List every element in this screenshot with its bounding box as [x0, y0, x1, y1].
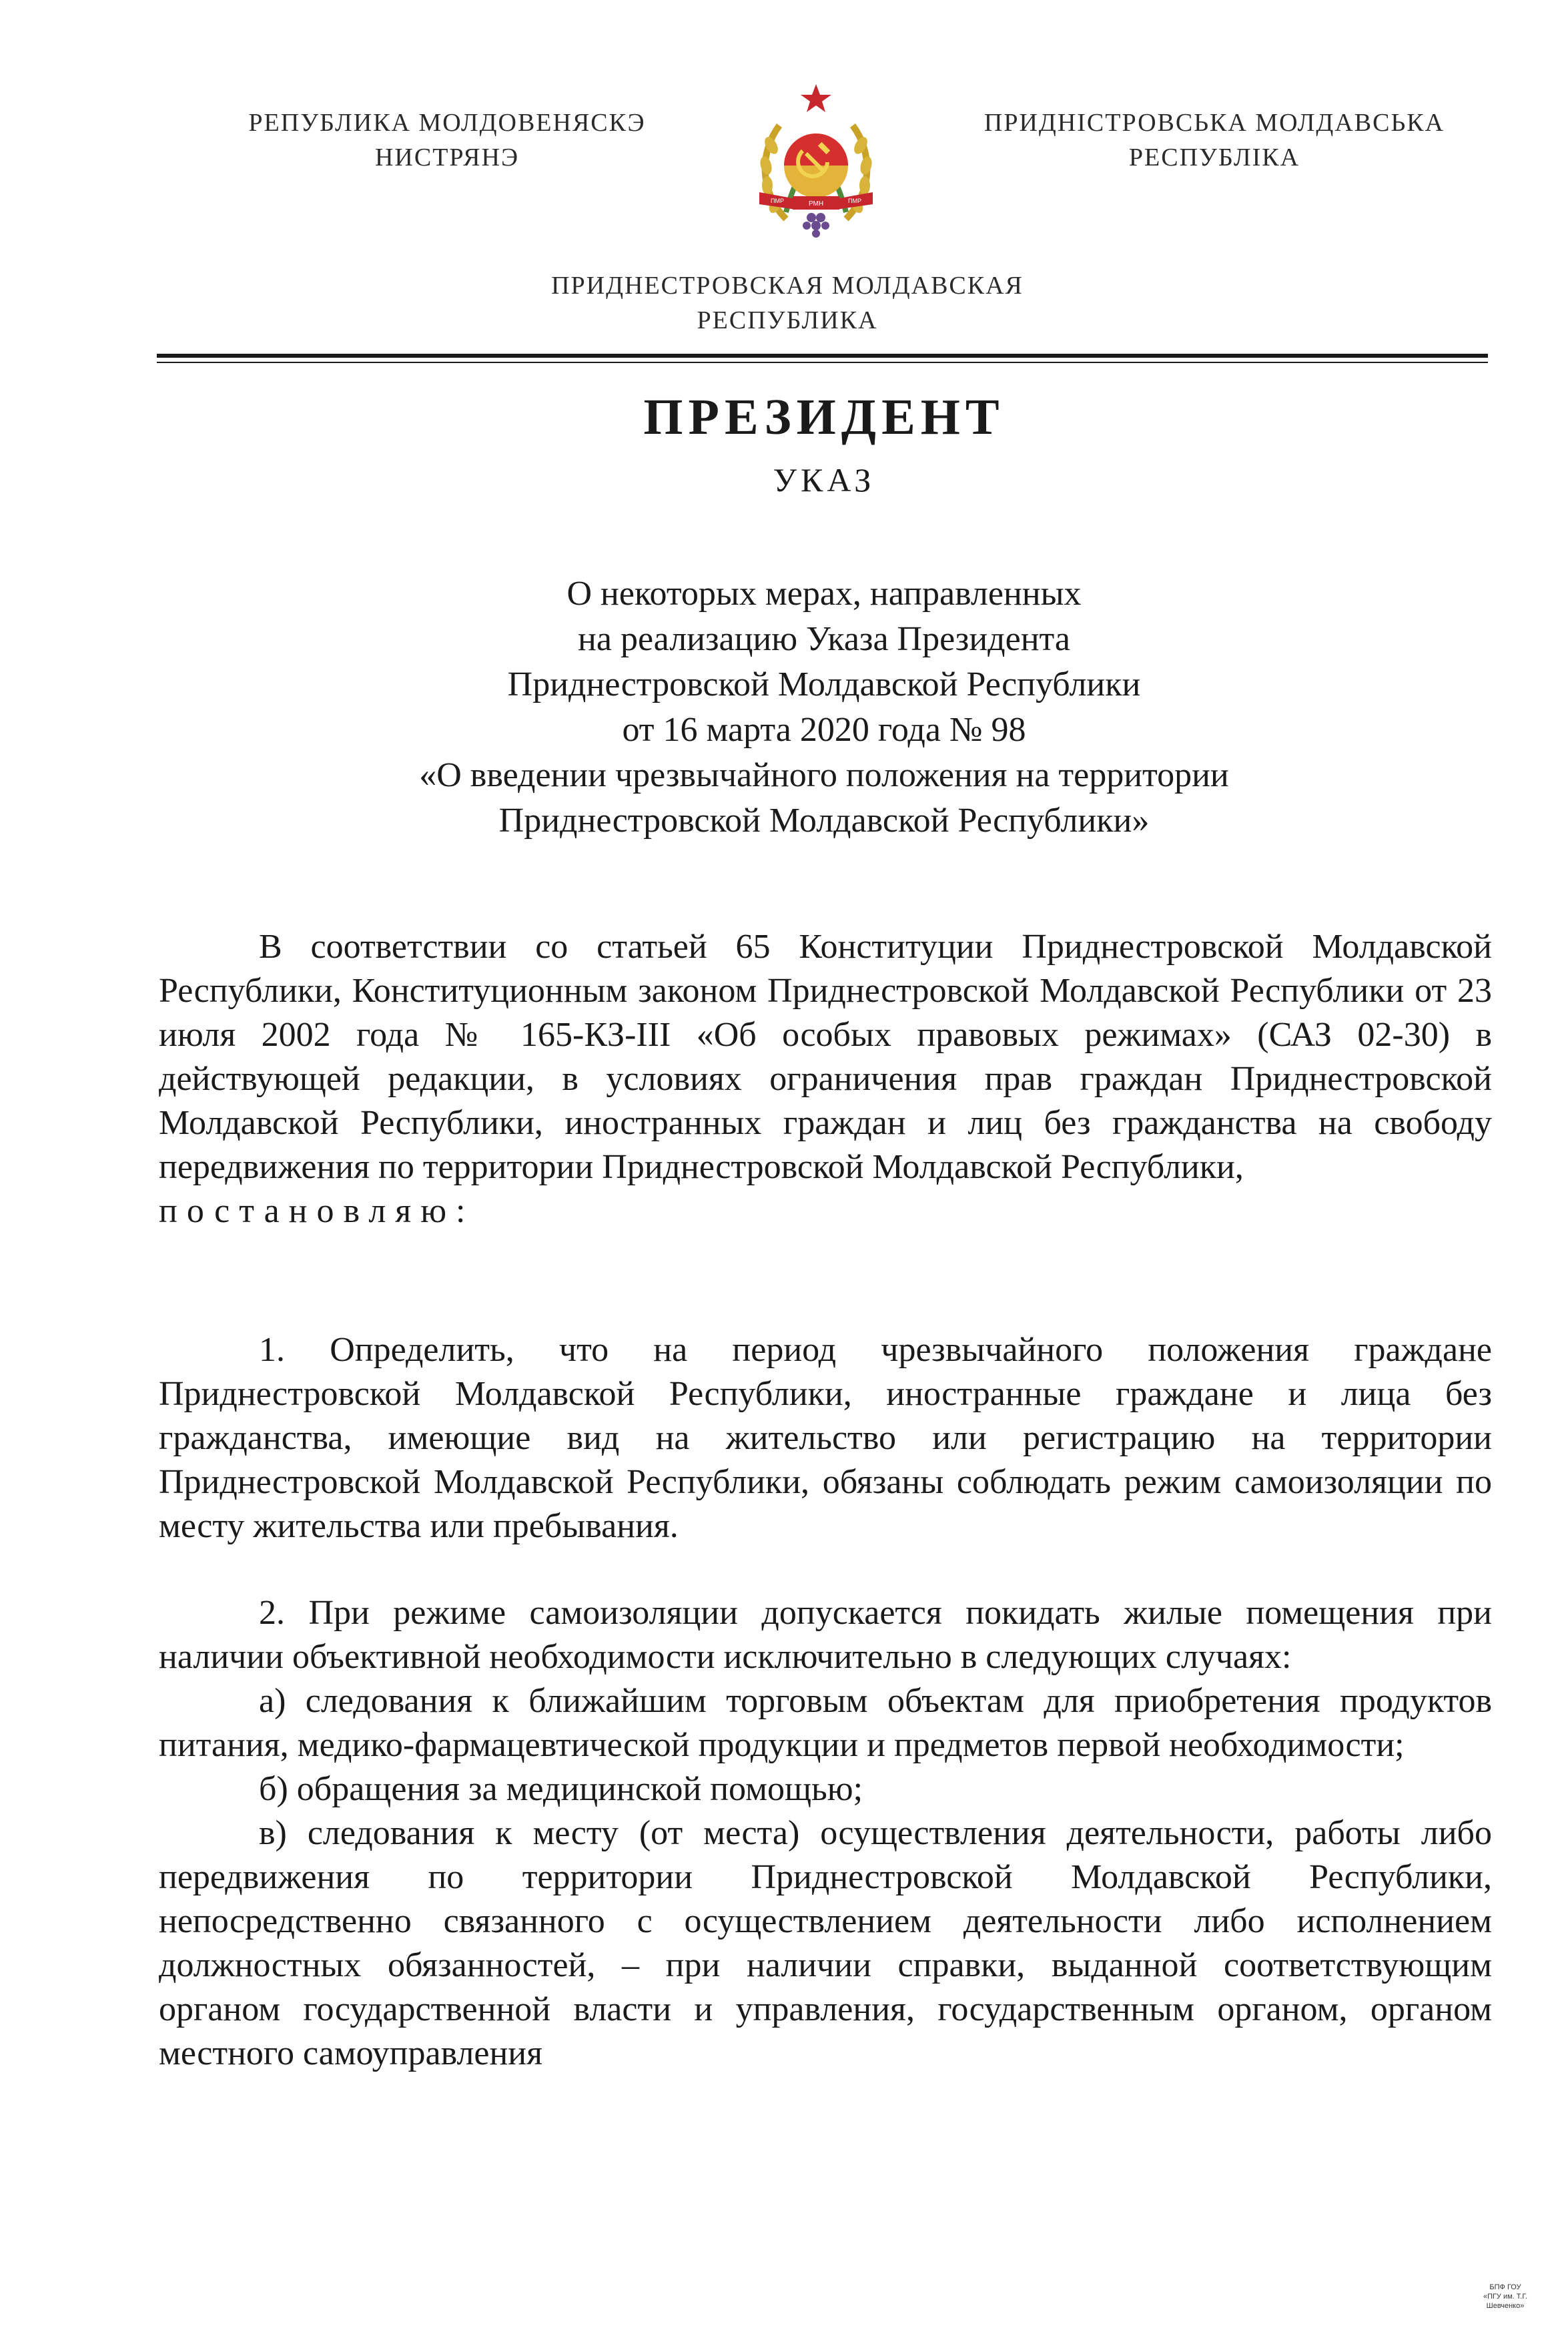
item-2b-paragraph: б) обращения за медицинской помощью;: [259, 1770, 863, 1808]
stamp-line2: «ПГУ им. Т.Г. Шевченко»: [1483, 2293, 1528, 2310]
title-line: О некоторых мерах, направленных: [566, 575, 1082, 613]
header-left-line1: РЕПУБЛИКА МОЛДОВЕНЯСКЭ: [248, 109, 646, 137]
title-line: от 16 марта 2020 года № 98: [622, 711, 1026, 749]
item-2-block: [159, 1591, 1492, 2076]
title-line: Приднестровской Молдавской Республики»: [498, 802, 1150, 840]
header-right-line2: РЕСПУБЛІКА: [1128, 143, 1300, 172]
library-stamp: [1465, 2283, 1545, 2311]
emblem-ribbon-center-label: РМН: [808, 200, 824, 208]
preamble-block: [159, 925, 1492, 1233]
title-line: Приднестровской Молдавской Республики: [507, 665, 1141, 703]
header-center-line2: РЕСПУБЛИКА: [697, 306, 878, 334]
title-line: «О введении чрезвычайного положения на территории: [419, 756, 1229, 794]
decree-title: [200, 571, 1448, 844]
resolve-word: постановляю:: [159, 1192, 475, 1230]
stamp-line1: БПФ ГОУ: [1489, 2283, 1521, 2291]
president-heading: ПРЕЗИДЕНТ: [643, 389, 1005, 445]
emblem-ribbon-right-label: ПМР: [848, 198, 861, 204]
header-right-line1: ПРИДНІСТРОВСЬКА МОЛДАВСЬКА: [984, 109, 1445, 137]
header-center-line1: ПРИДНЕСТРОВСКАЯ МОЛДАВСКАЯ: [551, 272, 1024, 300]
preamble-paragraph: В соответствии со статьей 65 Конституции Приднестровской Молдавской Республики, Конституционным законом Приднестровской Молдавской Республики от 23 июля 2002 года № 165-КЗ-III «Об особых правовых режимах» (САЗ 02-30) в действующей редакции, в условиях ограничения прав граждан Приднестровской Молдавской Республики, иностранных граждан и лиц без гражданства на свободу передвижения по территории Приднестровской Молдавской Республики,: [159, 928, 1492, 1186]
header-divider-thick: [157, 354, 1488, 358]
item-2a-paragraph: а) следования к ближайшим торговым объектам для приобретения продуктов питания, медико-фармацевтической продукции и предметов первой необходимости;: [159, 1682, 1492, 1764]
emblem-ribbon-left-label: ПМР: [771, 198, 784, 204]
item-1-paragraph: 1. Определить, что на период чрезвычайного положения граждане Приднестровской Молдавской Республики, иностранные граждане и лица без гражданства, имеющие вид на жительство или регистрацию на территории Приднестровской Молдавской Республики, обязаны соблюдать режим самоизоляции по месту жительства или пребывания.: [159, 1331, 1492, 1545]
decree-heading: УКАЗ: [773, 461, 875, 499]
header-left-moldovan: [227, 105, 667, 175]
item-1-block: [159, 1328, 1492, 1548]
header-right-ukrainian: [961, 105, 1468, 175]
header-left-line2: НИСТРЯНЭ: [374, 143, 520, 172]
title-line: на реализацию Указа Президента: [578, 620, 1070, 658]
header-center-russian: [507, 268, 1068, 338]
state-emblem-icon: [739, 79, 893, 246]
header-divider-thin: [157, 362, 1488, 363]
item-2-paragraph: 2. При режиме самоизоляции допускается покидать жилые помещения при наличии объективной необходимости исключительно в следующих случаях:: [159, 1594, 1492, 1676]
item-2c-paragraph: в) следования к месту (от места) осуществления деятельности, работы либо передвижения по территории Приднестровской Молдавской Республики, непосредственно связанного с осуществлением деятельности либо исполнением должностных обязанностей, – при наличии справки, выданной соответствующим органом государственной власти и управления, государственным органом, органом местного самоуправления: [159, 1814, 1492, 2072]
